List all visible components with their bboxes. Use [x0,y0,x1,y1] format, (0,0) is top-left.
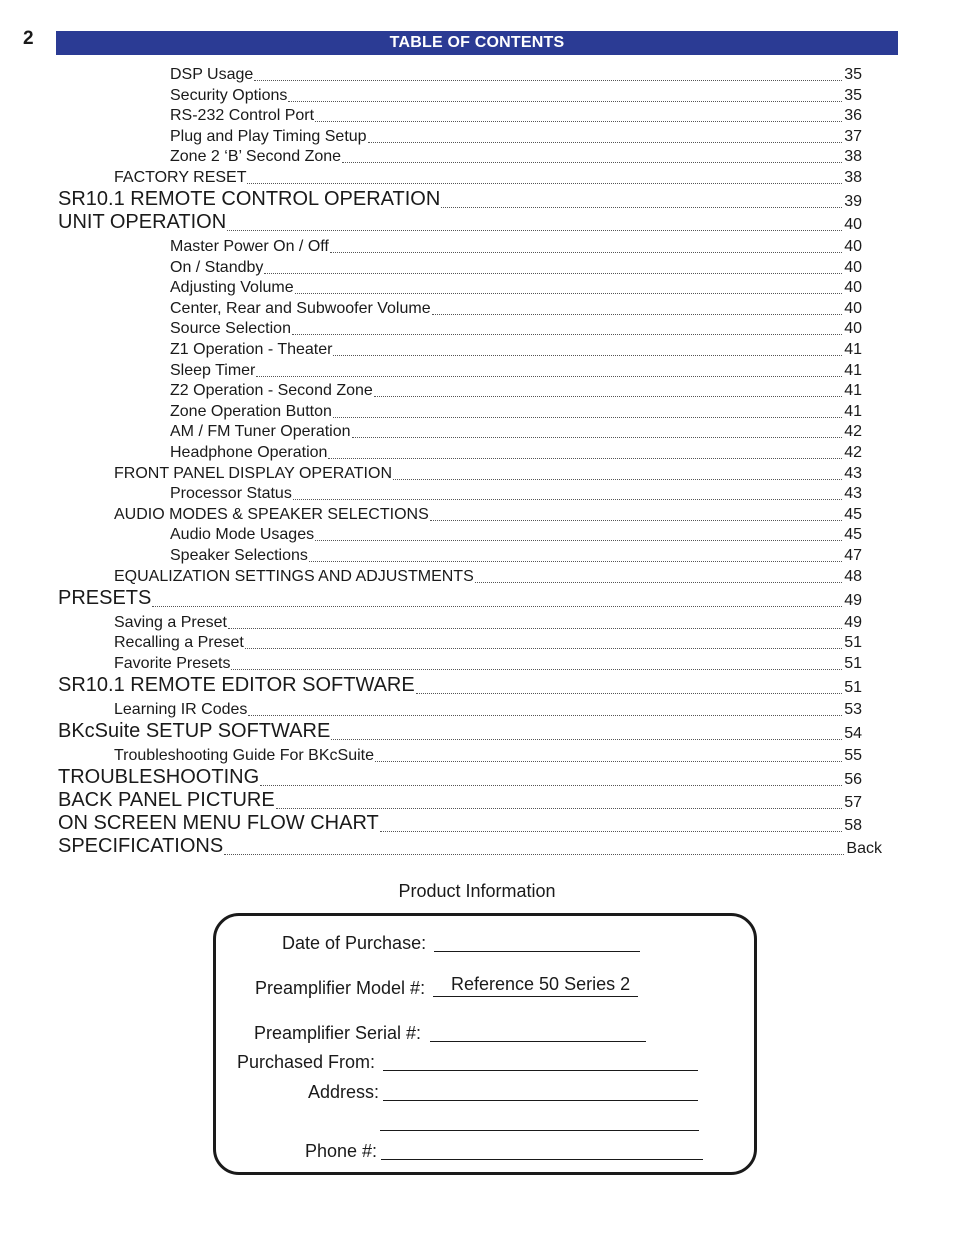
toc-entry-title: TROUBLESHOOTING [58,765,260,788]
toc-entry[interactable] [170,545,862,565]
toc-entry-page: 56 [844,770,862,788]
toc-dot-leader [368,142,843,143]
purchased-from-value [383,1048,401,1068]
toc-entry[interactable] [170,339,862,359]
toc-entry-page: 55 [844,746,862,764]
toc-entry[interactable] [114,632,862,652]
toc-entry-page: 51 [844,678,862,696]
toc-dot-leader [441,207,842,208]
product-info-box [213,913,757,1175]
toc-entry-title: SR10.1 REMOTE EDITOR SOFTWARE [58,673,415,696]
toc-entry[interactable] [170,277,862,297]
toc-entry-page: 49 [844,591,862,609]
toc-dot-leader [375,761,842,762]
toc-dot-leader [315,121,842,122]
toc-entry-page: 51 [844,634,862,652]
date-of-purchase-label: Date of Purchase: [282,933,427,953]
toc-dot-leader [152,606,842,607]
toc-dot-leader [295,293,843,294]
toc-dot-leader [245,648,842,649]
toc-entry-title: Zone Operation Button [170,402,332,420]
toc-entry-page: 36 [844,107,862,125]
toc-entry-page: 38 [844,169,862,186]
preamplifier-serial-label: Preamplifier Serial #: [254,1023,422,1043]
toc-entry-title: Plug and Play Timing Setup [170,127,367,145]
preamplifier-serial-value [430,1019,448,1039]
toc-dot-leader [393,479,842,480]
toc-entry-page: 48 [844,567,862,585]
page-number: 2 [23,28,34,49]
toc-entry-title: DSP Usage [170,66,254,83]
toc-entry[interactable] [58,673,862,697]
toc-entry-title: SR10.1 REMOTE CONTROL OPERATION [58,188,441,210]
toc-entry-title: On / Standby [170,258,264,276]
toc-dot-leader [331,739,842,740]
toc-entry-page: 41 [844,382,862,400]
toc-entry[interactable] [170,64,862,84]
toc-entry[interactable] [170,85,862,105]
toc-entry[interactable] [58,586,862,610]
preamplifier-serial-field[interactable] [430,1021,646,1042]
toc-entry[interactable] [170,380,862,400]
toc-dot-leader [333,355,842,356]
toc-entry-page: Back [846,839,882,857]
toc-entry[interactable] [170,483,862,503]
toc-entry-title: AM / FM Tuner Operation [170,423,351,441]
toc-dot-leader [475,582,842,583]
toc-dot-leader [315,540,842,541]
toc-entry[interactable] [58,834,882,858]
toc-entry-page: 41 [844,341,862,358]
date-of-purchase-field[interactable] [434,931,640,952]
toc-entry-title: Recalling a Preset [114,634,244,652]
toc-entry-page: 43 [844,485,862,503]
toc-entry[interactable] [58,719,862,743]
toc-entry-page: 40 [844,299,862,317]
toc-dot-leader [309,561,842,562]
toc-entry-page: 42 [844,444,862,461]
phone-value [381,1137,399,1157]
toc-entry-title: BKcSuite SETUP SOFTWARE [58,719,331,742]
toc-entry-title: FACTORY RESET [114,169,247,186]
purchased-from-field[interactable] [383,1050,698,1071]
toc-entry-page: 54 [844,724,862,742]
toc-entry-page: 49 [844,613,862,631]
toc-entry-page: 40 [844,279,862,297]
toc-entry[interactable] [114,745,862,765]
toc-entry[interactable] [58,765,862,789]
toc-entry-title: PRESETS [58,586,152,609]
toc-entry-title: Z2 Operation - Second Zone [170,382,373,400]
toc-dot-leader [224,854,844,855]
toc-entry-page: 38 [844,148,862,166]
toc-dot-leader [264,273,842,274]
toc-entry[interactable] [170,524,862,544]
toc-entry-title: BACK PANEL PICTURE [58,788,275,811]
toc-entry-page: 51 [844,654,862,672]
toc-entry-title: Center, Rear and Subwoofer Volume [170,299,431,317]
toc-entry-page: 41 [844,361,862,379]
toc-entry-page: 40 [844,320,862,338]
toc-entry-title: Processor Status [170,485,292,503]
toc-entry[interactable] [114,167,862,187]
toc-dot-leader [231,669,842,670]
toc-dot-leader [248,715,842,716]
address-value-2 [380,1108,398,1128]
toc-entry-page: 43 [844,464,862,482]
product-info-heading: Product Information [398,881,556,901]
toc-dot-leader [432,314,843,315]
toc-entry-page: 35 [844,86,862,104]
toc-dot-leader [328,458,842,459]
toc-entry-page: 53 [844,700,862,718]
toc-entry-title: Audio Mode Usages [170,526,315,544]
toc-dot-leader [227,230,842,231]
toc-entry-page: 57 [844,793,862,811]
toc-entry-title: AUDIO MODES & SPEAKER SELECTIONS [114,505,429,523]
date-of-purchase-value [434,929,452,949]
toc-entry-page: 40 [844,258,862,276]
toc-dot-leader [247,183,842,184]
toc-dot-leader [276,808,842,809]
toc-entry[interactable] [114,653,862,673]
toc-dot-leader [416,693,842,694]
toc-entry[interactable] [114,504,862,524]
toc-entry-title: SPECIFICATIONS [58,834,224,857]
toc-entry[interactable] [170,298,862,318]
toc-entry-page: 45 [844,526,862,544]
toc-entry-title: Troubleshooting Guide For BKcSuite [114,746,374,764]
toc-dot-leader [254,80,842,81]
toc-entry-title: RS-232 Control Port [170,107,315,125]
toc-dot-leader [228,628,842,629]
toc-entry-title: Master Power On / Off [170,238,329,255]
toc-entry[interactable] [114,463,862,483]
toc-entry[interactable] [114,566,862,586]
toc-entry-page: 37 [844,127,862,145]
toc-header-title: TABLE OF CONTENTS [389,34,565,51]
toc-entry-page: 47 [844,547,862,564]
toc-entry-page: 45 [844,505,862,523]
toc-entry-page: 41 [844,402,862,420]
toc-entry[interactable] [170,126,862,146]
toc-entry[interactable] [170,105,862,125]
address-label: Address: [308,1082,380,1102]
toc-dot-leader [288,101,842,102]
toc-entry-title: FRONT PANEL DISPLAY OPERATION [114,464,392,482]
toc-entry-title: Security Options [170,86,288,104]
address-field-line-2[interactable] [380,1110,699,1131]
preamplifier-model-value: Reference 50 Series 2 [451,974,631,994]
address-value [383,1078,401,1098]
toc-entry-title: ON SCREEN MENU FLOW CHART [58,811,379,834]
toc-entry[interactable] [58,187,862,211]
toc-dot-leader [260,785,842,786]
toc-entry-title: Zone 2 ‘B’ Second Zone [170,148,342,166]
toc-dot-leader [256,376,842,377]
toc-entry-page: 35 [844,66,862,83]
toc-entry[interactable] [170,421,862,441]
toc-entry-page: 40 [844,216,862,233]
toc-dot-leader [333,417,842,418]
toc-entry[interactable] [170,360,862,380]
toc-dot-leader [380,831,842,832]
toc-entry-title: Speaker Selections [170,547,308,564]
toc-entry[interactable] [170,442,862,462]
toc-entry-title: Headphone Operation [170,444,328,461]
toc-dot-leader [293,499,842,500]
toc-entry-title: Favorite Presets [114,654,231,672]
toc-entry[interactable] [58,210,862,234]
toc-dot-leader [292,334,842,335]
toc-entry-page: 42 [844,423,862,441]
purchased-from-label: Purchased From: [237,1052,376,1072]
toc-entry[interactable] [114,699,862,719]
toc-entry[interactable] [170,257,862,277]
preamplifier-model-field[interactable] [433,976,638,997]
toc-dot-leader [374,396,842,397]
toc-entry-title: Adjusting Volume [170,279,294,297]
toc-dot-leader [352,437,843,438]
toc-entry[interactable] [114,612,862,632]
toc-entry-title: Source Selection [170,320,291,338]
toc-dot-leader [430,520,842,521]
phone-field[interactable] [381,1139,703,1160]
toc-entry-title: Saving a Preset [114,613,227,631]
address-field[interactable] [383,1080,698,1101]
toc-entry-page: 40 [844,238,862,255]
toc-dot-leader [342,162,842,163]
toc-entry[interactable] [58,811,862,835]
toc-entry-title: Learning IR Codes [114,700,248,718]
toc-entry-title: UNIT OPERATION [58,211,227,233]
toc-entry-title: Sleep Timer [170,361,256,379]
toc-entry[interactable] [170,236,862,256]
toc-dot-leader [330,252,842,253]
toc-entry[interactable] [170,318,862,338]
toc-entry[interactable] [170,401,862,421]
preamplifier-model-label: Preamplifier Model #: [255,978,426,998]
phone-label: Phone #: [305,1141,378,1161]
toc-entry[interactable] [170,146,862,166]
toc-entry-page: 58 [844,816,862,834]
toc-entry[interactable] [58,788,862,812]
toc-entry-page: 39 [844,193,862,210]
toc-entry-title: Z1 Operation - Theater [170,341,333,358]
toc-entry-title: EQUALIZATION SETTINGS AND ADJUSTMENTS [114,567,474,585]
